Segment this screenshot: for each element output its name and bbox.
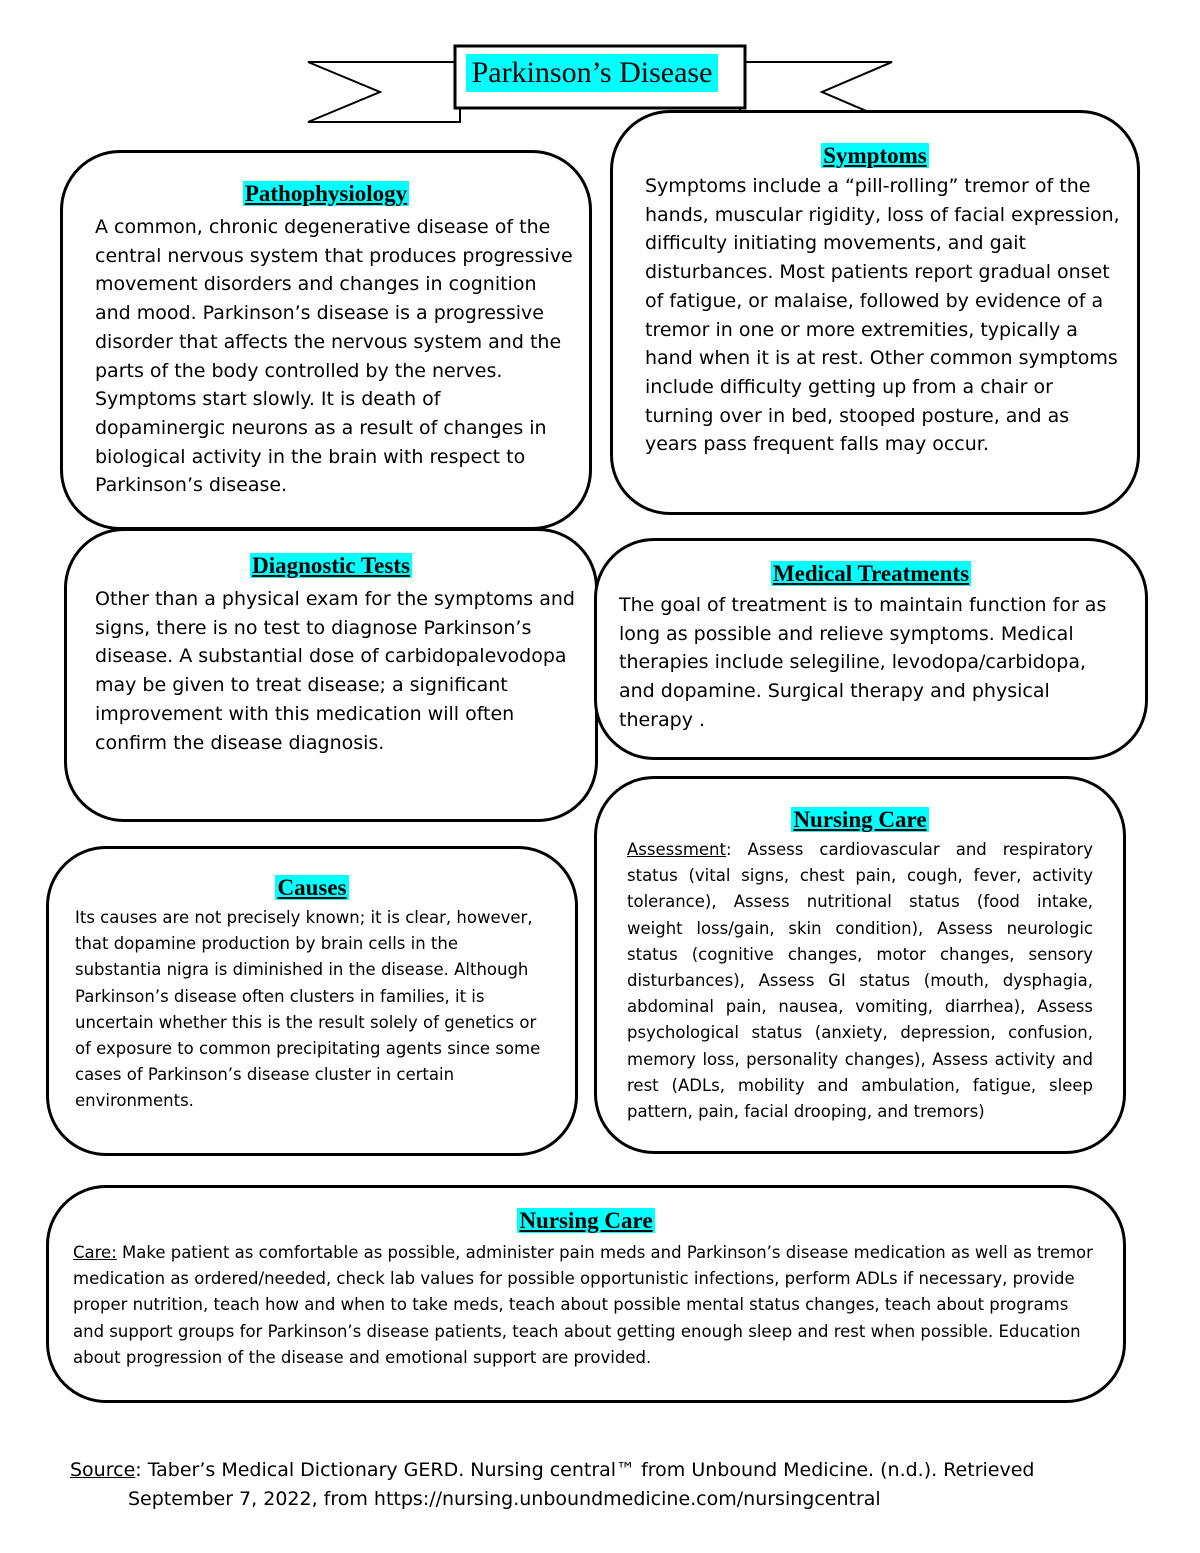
nursing-care-heading: Nursing Care [519, 1208, 653, 1233]
nursing-care-card [46, 1185, 1126, 1403]
nursing-assessment-text [627, 837, 1093, 1125]
assessment-label: Assessment [627, 840, 726, 859]
pathophysiology-text: A common, chronic degenerative disease of the central nervous system that produces progressive movement disorders and changes in cognition and mood. Parkinson’s disease is a progressive disorder that affects the nervous system and the parts of the body controlled by the nerves. Symptoms start slowly. It is death of dopaminergic neurons as a result of changes in biological activity in the brain with respect to Parkinson’s disease. [95, 216, 573, 497]
symptoms-card [610, 110, 1140, 515]
source-line-2: September 7, 2022, from https://nursing.unboundmedicine.com/nursingcentral [128, 1488, 881, 1510]
medical-treatments-heading: Medical Treatments [772, 561, 970, 586]
care-label: Care: [73, 1243, 117, 1262]
source-citation [70, 1456, 1160, 1514]
pathophysiology-card [60, 150, 592, 530]
nursing-care-text [73, 1240, 1103, 1371]
nursing-assessment-card [594, 776, 1126, 1154]
page-title: Parkinson’s Disease [466, 54, 718, 92]
symptoms-heading: Symptoms [823, 143, 927, 168]
causes-card [46, 846, 578, 1156]
medical-treatments-card [594, 538, 1148, 760]
diagnostic-tests-text: Other than a physical exam for the symptoms and signs, there is no test to diagnose Parkinson’s disease. A substantial dose of carbidopalevodopa may be given to treat disease; a significant improvement with this medication will often confirm the disease diagnosis. [95, 588, 575, 754]
causes-text: Its causes are not precisely known; it is clear, however, that dopamine production by brain cells in the substantia nigra is diminished in the disease. Although Parkinson’s disease often clusters in families, it is uncertain whether this is the result solely of genetics or of exposure to common precipitating agents since some cases of Parkinson’s disease cluster in certain environments. [75, 908, 541, 1111]
causes-heading: Causes [277, 875, 347, 900]
diagnostic-tests-card [64, 528, 598, 822]
assessment-body: : Assess cardiovascular and respiratory status (vital signs, chest pain, cough, fever, activity tolerance), Assess nutritional status (food intake, weight loss/gain, skin condition), Assess neurologic status (cognitive changes, motor changes, sensory disturbances), Assess GI status (mouth, dysphagia, abdominal pain, nausea, vomiting, diarrhea), Assess psychological status (anxiety, depression, confusion, memory loss, personality changes), Assess activity and rest (ADLs, mobility and ambulation, fatigue, sleep pattern, pain, facial drooping, and tremors) [627, 840, 1093, 1122]
source-label: Source [70, 1459, 136, 1481]
care-body: Make patient as comfortable as possible, administer pain meds and Parkinson’s disease medication as well as tremor medication as ordered/needed, check lab values for possible opportunistic infections, perform ADLs if necessary, provide proper nutrition, teach how and when to take meds, teach about possible mental status changes, teach about programs and support groups for Parkinson’s disease patients, teach about getting enough sleep and rest when possible. Education about progression of the disease and emotional support are provided. [73, 1243, 1093, 1367]
source-line-1: : Taber’s Medical Dictionary GERD. Nursing central™ from Unbound Medicine. (n.d.). Retrieved [135, 1459, 1035, 1481]
symptoms-text: Symptoms include a “pill-rolling” tremor of the hands, muscular rigidity, loss of facial expression, difficulty initiating movements, and gait disturbances. Most patients report gradual onset of fatigue, or malaise, followed by evidence of a tremor in one or more extremities, typically a hand when it is at rest. Other common symptoms include difficulty getting up from a chair or turning over in bed, stooped posture, and as years pass frequent falls may occur. [645, 175, 1120, 456]
pathophysiology-heading: Pathophysiology [244, 181, 408, 206]
nursing-assessment-heading: Nursing Care [793, 807, 927, 832]
diagnostic-tests-heading: Diagnostic Tests [252, 553, 410, 578]
medical-treatments-text: The goal of treatment is to maintain function for as long as possible and relieve symptoms. Medical therapies include selegiline, levodopa/carbidopa, and dopamine. Surgical therapy and physical therapy . [619, 594, 1107, 731]
